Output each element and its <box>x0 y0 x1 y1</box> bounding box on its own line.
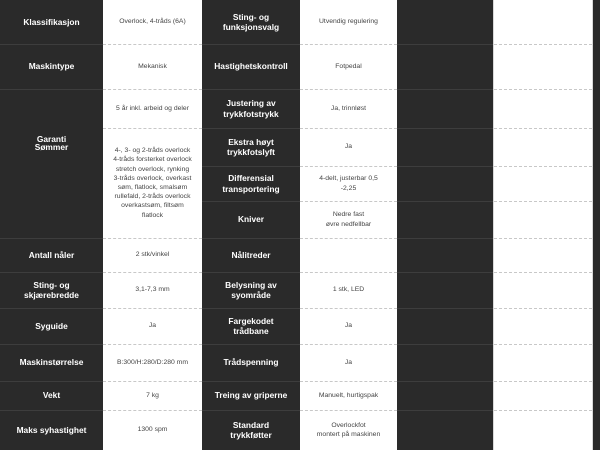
label-kniver: Kniver <box>237 214 265 225</box>
value-differensial-line2: -2,25 <box>340 184 357 192</box>
label-klassifikasjon: Klassifikasjon <box>23 16 80 27</box>
value-sommer <box>103 128 202 238</box>
value-antall-naler: 2 stk/vinkel <box>135 251 170 259</box>
label-differensial-line2: transportering <box>222 183 280 194</box>
sommer-line: overkastsøm, filtsøm <box>121 202 184 210</box>
label-treing-av-griperne: Treing av griperne <box>214 390 288 401</box>
right-edge-strip <box>593 0 600 450</box>
value-treing-av-griperne: Manuelt, hurtigspak <box>318 391 379 399</box>
value-belysning: 1 stk, LED <box>332 286 365 294</box>
value-sting-funksjonsvalg: Utvendig regulering <box>319 18 378 26</box>
sommer-line: rullefald, 2-tråds overlock <box>114 193 191 201</box>
value-kniver <box>300 201 397 238</box>
label-ekstra-line2: trykkfotslyft <box>227 147 275 157</box>
value-maskintype: Mekanisk <box>138 62 167 70</box>
label-justering-trykkfotstrykk <box>202 89 300 128</box>
label-sting-funksjonsvalg-line2: funksjonsvalg <box>222 22 280 32</box>
label-syguide: Syguide <box>35 320 68 331</box>
label-belysning-line1: Belysning av <box>225 279 277 290</box>
value-tradspenning: Ja <box>344 358 353 366</box>
label-vekt: Vekt <box>42 390 61 401</box>
label-fargekodet-line1: Fargekodet <box>228 315 274 326</box>
label-garanti: Garanti <box>36 133 67 144</box>
value-standard-line1: Overlockfot <box>331 421 366 429</box>
label-maskintype: Maskintype <box>28 61 75 72</box>
label-standard-trykkfotter <box>202 410 300 450</box>
label-sting-skjaerebredde <box>0 272 103 308</box>
value-sting-skjaerebredde: 3,1-7,3 mm <box>135 286 170 294</box>
sommer-line: søm, flatlock, smalsøm <box>117 184 188 191</box>
label-antall-naler: Antall nåler <box>28 249 75 260</box>
value-maskinstorrelse: B:300/H:280/D:280 mm <box>116 358 189 366</box>
label-nalitreder: Nålitreder <box>231 249 271 260</box>
empty-column-dark <box>397 0 493 450</box>
label-fargekodet-line2: trådbane <box>233 326 269 336</box>
value-vekt: 7 kg <box>146 391 159 399</box>
label-ekstra-hoyt-trykkfotslyft <box>202 128 300 166</box>
label-sting-funksjonsvalg <box>202 0 300 44</box>
label-sting-skjaerebredde-line1: Sting- og <box>33 279 70 290</box>
value-klassifikasjon: Overlock, 4-tråds (6A) <box>119 18 186 26</box>
value-differensial-line1: 4-delt, justerbar 0,5 <box>319 175 378 183</box>
label-sommer: Sømmer <box>34 141 69 152</box>
label-ekstra-line1: Ekstra høyt <box>228 136 274 147</box>
sommer-line: 4-, 3- og 2-tråds overlock <box>114 147 191 155</box>
label-standard-line2: trykkføtter <box>230 430 272 440</box>
value-differensial-transportering <box>300 166 397 201</box>
value-nalitreder <box>300 238 397 272</box>
value-garanti: 5 år inkl. arbeid og deler <box>116 104 189 112</box>
label-belysning-line2: syområde <box>231 290 271 300</box>
value-justering-trykkfotstrykk: Ja, trinnløst <box>330 104 367 112</box>
label-standard-line1: Standard <box>232 419 270 430</box>
sommer-line: flatlock <box>141 211 164 219</box>
value-syguide: Ja <box>148 322 157 330</box>
empty-column-light <box>493 0 593 450</box>
value-kniver-line2: øvre nedfellbar <box>325 220 372 228</box>
label-fargekodet-tradbane <box>202 308 300 344</box>
label-tradspenning: Trådspenning <box>223 357 279 368</box>
label-justering-line1: Justering av <box>226 98 276 108</box>
label-differensial-line1: Differensial <box>228 173 274 183</box>
label-maskinstorrelse: Maskinstørrelse <box>19 357 84 368</box>
value-standard-trykkfotter <box>300 410 397 450</box>
label-differensial-transportering <box>202 166 300 201</box>
label-justering-line2: trykkfotstrykk <box>223 108 279 119</box>
value-hastighetskontroll: Fotpedal <box>335 62 362 70</box>
label-hastighetskontroll: Hastighetskontroll <box>214 61 288 72</box>
label-sting-funksjonsvalg-line1: Sting- og <box>232 11 270 22</box>
sommer-line: stretch overlock, rynking <box>115 165 190 173</box>
value-maks-syhastighet: 1300 spm <box>137 426 168 434</box>
value-fargekodet-tradbane: Ja <box>344 322 353 330</box>
value-kniver-line1: Nedre fast <box>332 211 365 219</box>
value-standard-line2: montert på maskinen <box>316 431 381 438</box>
label-belysning <box>202 272 300 308</box>
value-ekstra-hoyt-trykkfotslyft: Ja <box>344 143 353 151</box>
label-maks-syhastighet: Maks syhastighet <box>16 424 87 435</box>
sommer-line: 4-tråds forsterket overlock <box>113 156 192 164</box>
sommer-line: 3-tråds overlock, overkast <box>113 174 192 182</box>
label-sting-skjaerebredde-line2: skjærebredde <box>24 290 79 300</box>
